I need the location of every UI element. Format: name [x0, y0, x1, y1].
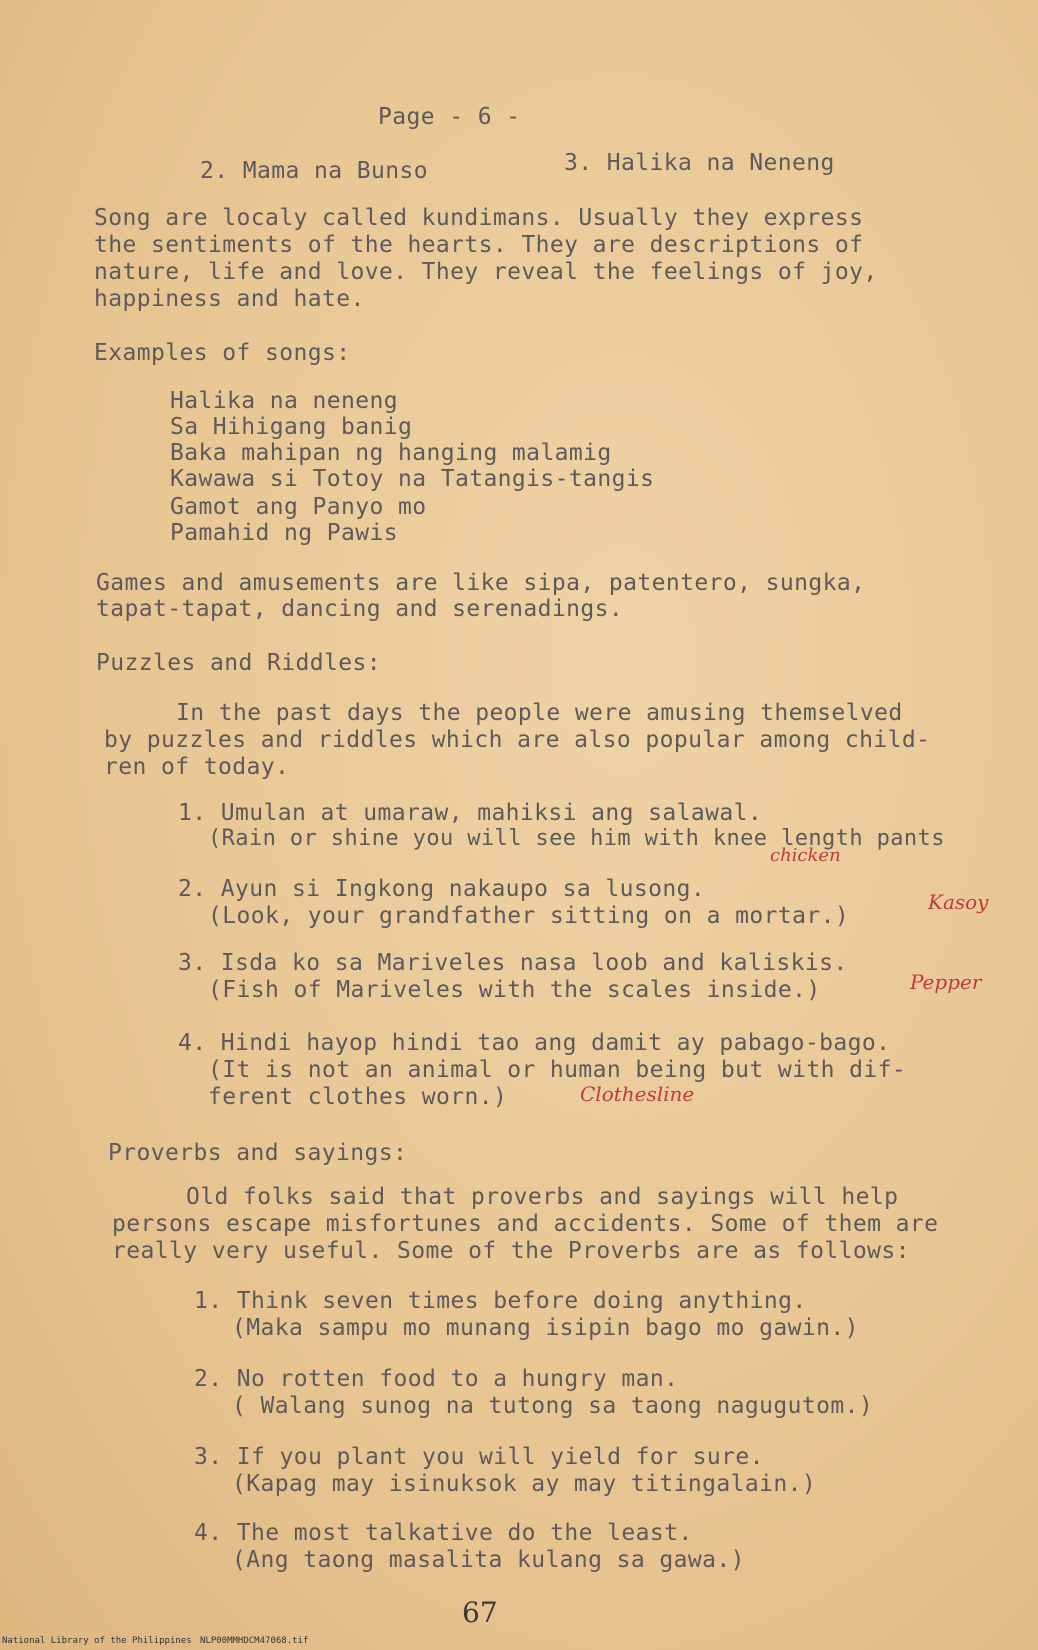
proverb-4-line1: 4. The most talkative do the least.: [194, 1520, 693, 1546]
riddle-1-line1: 1. Umulan at umaraw, mahiksi ang salawal.: [178, 800, 763, 826]
proverb-1-line1: 1. Think seven times before doing anything.: [194, 1288, 807, 1314]
proverbs-heading: Proverbs and sayings:: [108, 1140, 408, 1166]
riddle-1-line2: (Rain or shine you will see him with knee length pants: [208, 826, 945, 851]
riddle-4-line2: (It is not an animal or human being but with dif-: [208, 1057, 907, 1083]
songs-paragraph-line: the sentiments of the hearts. They are descriptions of: [94, 232, 864, 258]
proverb-1-line2: (Maka sampu mo munang isipin bago mo gawin.): [232, 1315, 859, 1341]
proverbs-intro-line: Old folks said that proverbs and sayings will help: [186, 1184, 899, 1210]
handwritten-answer-1: chicken: [770, 845, 841, 866]
riddle-4-line1: 4. Hindi hayop hindi tao ang damit ay pabago-bago.: [178, 1030, 891, 1056]
song-title-3: 3. Halika na Neneng: [564, 150, 835, 176]
proverb-2-line1: 2. No rotten food to a hungry man.: [194, 1366, 679, 1392]
proverb-2-line2: ( Walang sunog na tutong sa taong nagugutom.): [232, 1393, 874, 1419]
song-example: Pamahid ng Pawis: [170, 520, 398, 546]
song-example: Sa Hihigang banig: [170, 414, 413, 440]
riddle-2-line2: (Look, your grandfather sitting on a mortar.): [208, 903, 850, 929]
riddles-intro-line: In the past days the people were amusing themselved: [176, 700, 903, 726]
games-paragraph-line: tapat-tapat, dancing and serenadings.: [96, 596, 624, 622]
riddle-3-line1: 3. Isda ko sa Mariveles nasa loob and kaliskis.: [178, 950, 848, 976]
riddles-heading: Puzzles and Riddles:: [96, 650, 381, 676]
song-example: Gamot ang Panyo mo: [170, 494, 427, 520]
songs-paragraph-line: nature, life and love. They reveal the feelings of joy,: [94, 259, 878, 285]
proverb-4-line2: (Ang taong masalita kulang sa gawa.): [232, 1547, 745, 1573]
riddles-intro-line: ren of today.: [104, 754, 290, 780]
page-number: 67: [462, 1596, 498, 1629]
song-example: Kawawa si Totoy na Tatangis-tangis: [170, 466, 655, 492]
games-paragraph-line: Games and amusements are like sipa, patentero, sungka,: [96, 570, 866, 596]
song-title-2: 2. Mama na Bunso: [200, 158, 428, 184]
riddle-2-line1: 2. Ayun si Ingkong nakaupo sa lusong.: [178, 876, 706, 902]
riddle-4-line3: ferent clothes worn.): [208, 1084, 508, 1110]
proverbs-intro-line: really very useful. Some of the Proverbs are as follows:: [112, 1238, 910, 1264]
handwritten-answer-4: Clothesline: [580, 1082, 695, 1106]
riddles-intro-line: by puzzles and riddles which are also popular among child-: [104, 727, 931, 753]
proverbs-intro-line: persons escape misfortunes and accidents. Some of them are: [112, 1211, 939, 1237]
songs-paragraph-line: Song are localy called kundimans. Usually they express: [94, 205, 864, 231]
proverb-3-line2: (Kapag may isinuksok ay may titingalain.): [232, 1471, 817, 1497]
handwritten-answer-2: Kasoy: [928, 890, 989, 914]
song-example: Baka mahipan ng hanging malamig: [170, 440, 612, 466]
riddle-3-line2: (Fish of Mariveles with the scales inside.): [208, 977, 821, 1003]
songs-paragraph-line: happiness and hate.: [94, 286, 365, 312]
footer-library: National Library of the Philippines: [2, 1636, 192, 1646]
song-example: Halika na neneng: [170, 388, 398, 414]
songs-examples-heading: Examples of songs:: [94, 340, 351, 366]
footer-filename: NLP00MMHDCM47068.tif: [200, 1636, 309, 1646]
page-header: Page - 6 -: [378, 104, 521, 130]
proverb-3-line1: 3. If you plant you will yield for sure.: [194, 1444, 764, 1470]
handwritten-answer-3: Pepper: [910, 970, 982, 994]
